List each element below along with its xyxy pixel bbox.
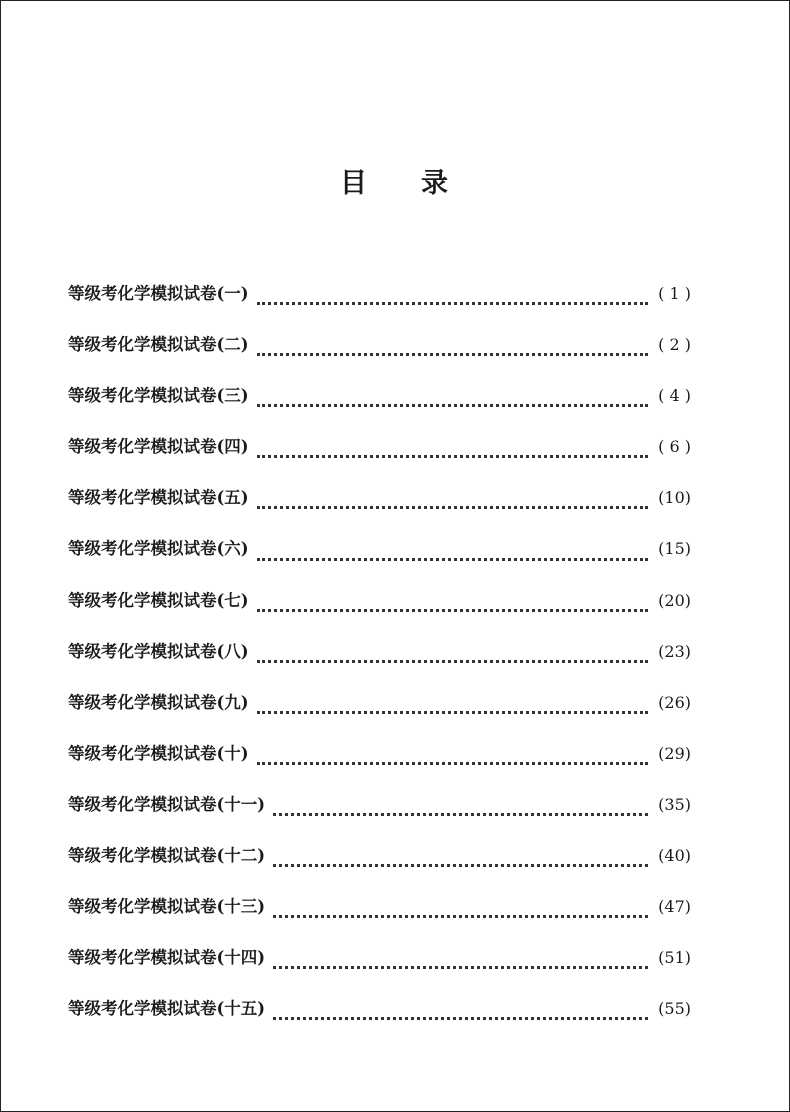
toc-entry[interactable] (68, 484, 691, 535)
dot-leader (257, 711, 649, 714)
toc-entry-title: 等级考化学模拟试卷(十) (68, 743, 249, 763)
toc-entry-title: 等级考化学模拟试卷(十五) (68, 999, 266, 1019)
dot-leader (257, 404, 649, 407)
dot-leader (273, 864, 648, 867)
toc-entry-page-number: (55) (658, 999, 691, 1019)
dot-leader (257, 558, 649, 561)
dot-leader (257, 353, 649, 356)
toc-entry[interactable] (68, 382, 691, 433)
toc-entry-page-number: (47) (658, 897, 691, 917)
toc-entry-title: 等级考化学模拟试卷(十四) (68, 948, 266, 968)
toc-entry[interactable] (68, 331, 691, 382)
toc-entry-title: 等级考化学模拟试卷(六) (68, 539, 249, 559)
table-of-contents (68, 280, 691, 1046)
toc-entry-page-number: (20) (658, 590, 691, 610)
dot-leader (257, 302, 649, 305)
dot-leader (273, 1017, 648, 1020)
toc-entry-page-number: (15) (658, 539, 691, 559)
toc-entry[interactable] (68, 280, 691, 331)
toc-entry-page-number: (23) (658, 641, 691, 661)
dot-leader (257, 762, 649, 765)
toc-entry-title: 等级考化学模拟试卷(七) (68, 590, 249, 610)
toc-entry-page-number: (51) (658, 948, 691, 968)
toc-entry-page-number: ( 4 ) (658, 386, 691, 406)
toc-entry[interactable] (68, 433, 691, 484)
toc-entry-title: 等级考化学模拟试卷(十三) (68, 897, 266, 917)
dot-leader (273, 813, 648, 816)
toc-entry-title: 等级考化学模拟试卷(八) (68, 641, 249, 661)
dot-leader (273, 915, 648, 918)
toc-entry-title: 等级考化学模拟试卷(十二) (68, 846, 266, 866)
toc-entry-page-number: (40) (658, 846, 691, 866)
toc-entry[interactable] (68, 791, 691, 842)
toc-entry-page-number: (29) (658, 743, 691, 763)
toc-entry[interactable] (68, 740, 691, 791)
toc-entry-page-number: ( 1 ) (658, 284, 691, 303)
toc-entry-title: 等级考化学模拟试卷(四) (68, 437, 249, 457)
dot-leader (257, 660, 649, 663)
toc-entry-title: 等级考化学模拟试卷(九) (68, 692, 249, 712)
page-title-char-2: 录 (421, 168, 450, 199)
toc-entry-title: 等级考化学模拟试卷(五) (68, 488, 249, 508)
toc-entry-page-number: (35) (658, 794, 691, 814)
toc-entry-page-number: ( 6 ) (658, 437, 691, 457)
toc-entry[interactable] (68, 944, 691, 995)
page-title-char-1: 目 (340, 168, 369, 199)
toc-entry[interactable] (68, 893, 691, 944)
toc-entry-page-number: ( 2 ) (658, 335, 691, 355)
toc-entry-page-number: (26) (658, 692, 691, 712)
toc-entry-title: 等级考化学模拟试卷(三) (68, 386, 249, 406)
toc-entry[interactable] (68, 638, 691, 689)
toc-entry[interactable] (68, 535, 691, 586)
toc-entry-title: 等级考化学模拟试卷(十一) (68, 794, 266, 814)
dot-leader (257, 506, 649, 509)
page-title (1, 161, 789, 200)
toc-entry[interactable] (68, 689, 691, 740)
dot-leader (273, 966, 648, 969)
toc-entry-title: 等级考化学模拟试卷(二) (68, 335, 249, 355)
dot-leader (257, 455, 649, 458)
toc-entry[interactable] (68, 842, 691, 893)
toc-entry-title: 等级考化学模拟试卷(一) (68, 284, 249, 303)
toc-entry-page-number: (10) (658, 488, 691, 508)
toc-entry[interactable] (68, 995, 691, 1046)
dot-leader (257, 609, 649, 612)
toc-entry[interactable] (68, 587, 691, 638)
